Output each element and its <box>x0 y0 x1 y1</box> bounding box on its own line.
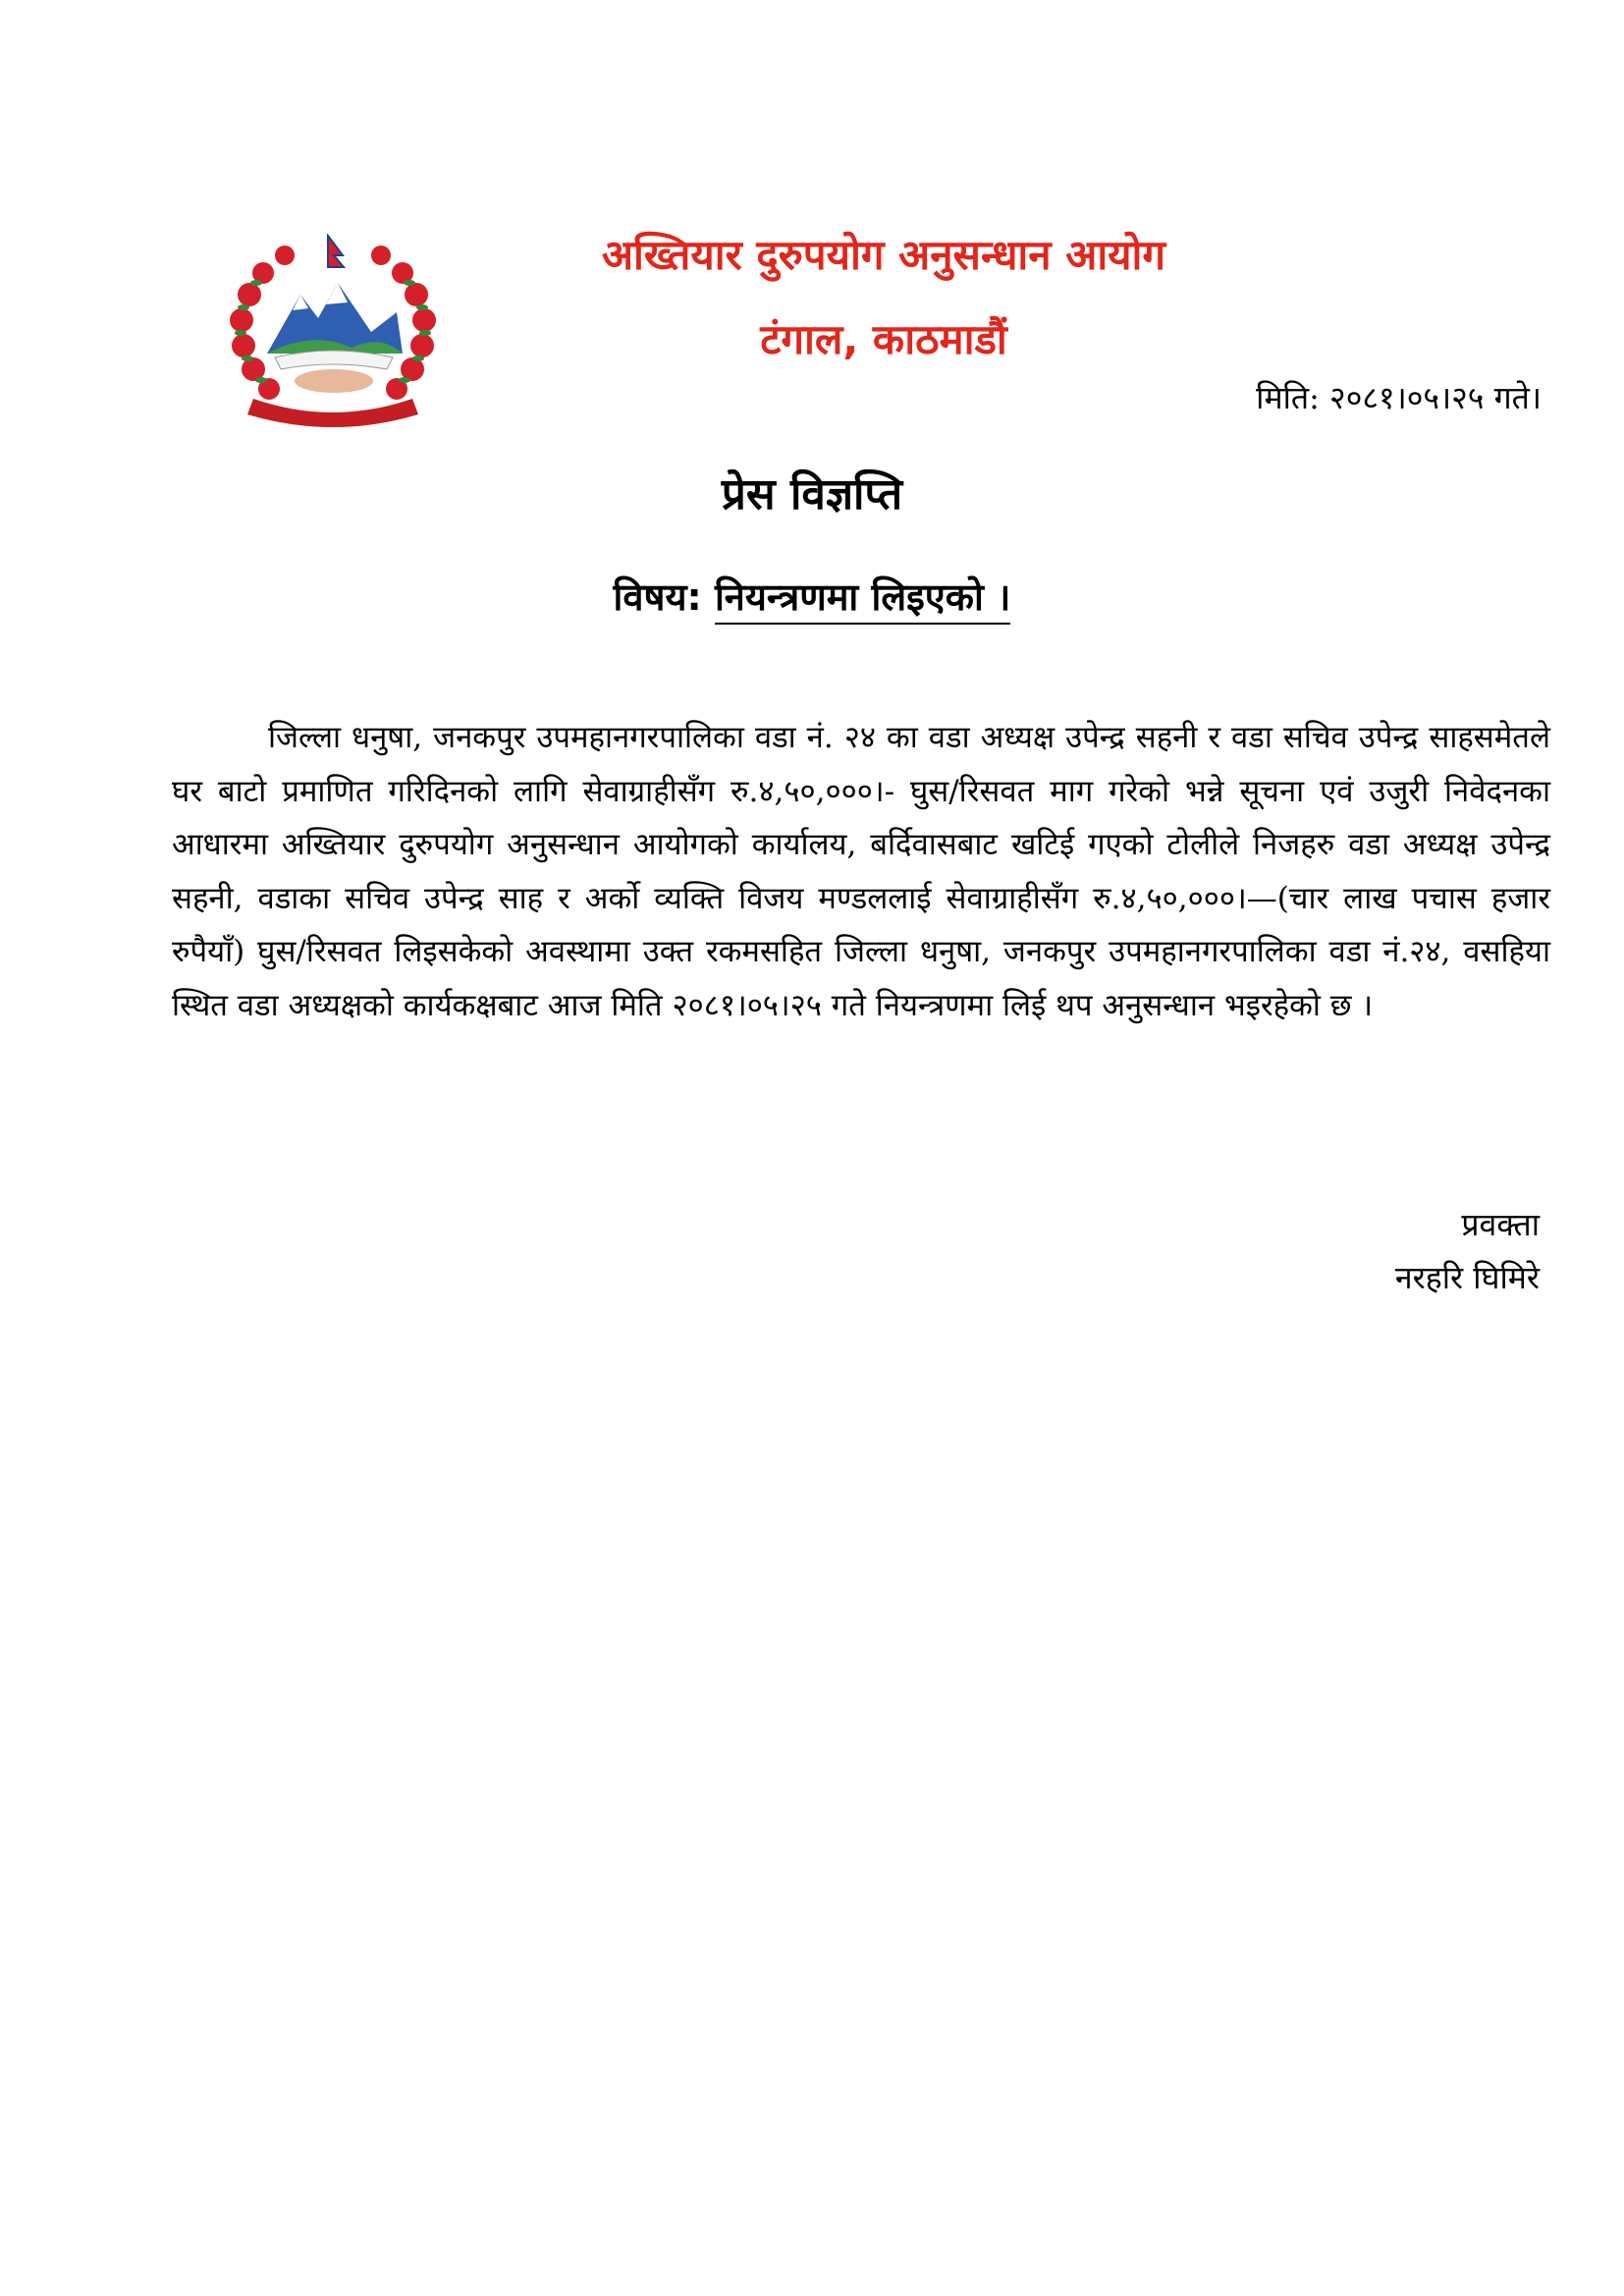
signoff-block <box>1395 1198 1540 1304</box>
body-paragraph: जिल्ला धनुषा, जनकपुर उपमहानगरपालिका वडा नं. २४ का वडा अध्यक्ष उपेन्द्र सहनी र वडा सचिव उपेन्द्र साहसमेतले घर बाटो प्रमाणित गरिदिनको लागि सेवाग्राहीसँग रु.४,५०,०००।- घुस/रिसवत माग गरेको भन्ने सूचना एवं उजुरी निवेदनका आधारमा अख्तियार दुरुपयोग अनुसन्धान आयोगको कार्यालय, बर्दिवासबाट खटिई गएको टोलीले निजहरु वडा अध्यक्ष उपेन्द्र सहनी, वडाका सचिव उपेन्द्र साह र अर्को व्यक्ति विजय मण्डललाई सेवाग्राहीसँग रु.४,५०,०००।—(चार लाख पचास हजार रुपैयाँ) घुस/रिसवत लिइसकेको अवस्थामा उक्त रकमसहित जिल्ला धनुषा, जनकपुर उपमहानगरपालिका वडा नं.२४, वसहिया स्थित वडा अध्यक्षको कार्यकक्षबाट आज मिति २०८१।०५।२५ गते नियन्त्रणमा लिई थप अनुसन्धान भइरहेको छ । <box>172 720 1550 1023</box>
signoff-name: नरहरि घिमिरे <box>1394 1259 1540 1296</box>
subject-text: नियन्त्रणमा लिइएको । <box>715 575 1011 625</box>
nepal-emblem-icon <box>224 234 442 430</box>
press-release-heading: प्रेस विज्ञप्ति <box>721 469 903 519</box>
subject-label: विषय: <box>613 575 715 619</box>
date-line: मिति: २०८१।०५।२५ गते। <box>1256 379 1542 416</box>
signoff-role: प्रवक्ता <box>1461 1206 1540 1243</box>
subject-line <box>0 572 1624 623</box>
organization-name: अख्तियार दुरुपयोग अनुसन्धान आयोग <box>601 231 1166 279</box>
organization-location: टंगाल, काठमाडौं <box>760 315 1007 363</box>
